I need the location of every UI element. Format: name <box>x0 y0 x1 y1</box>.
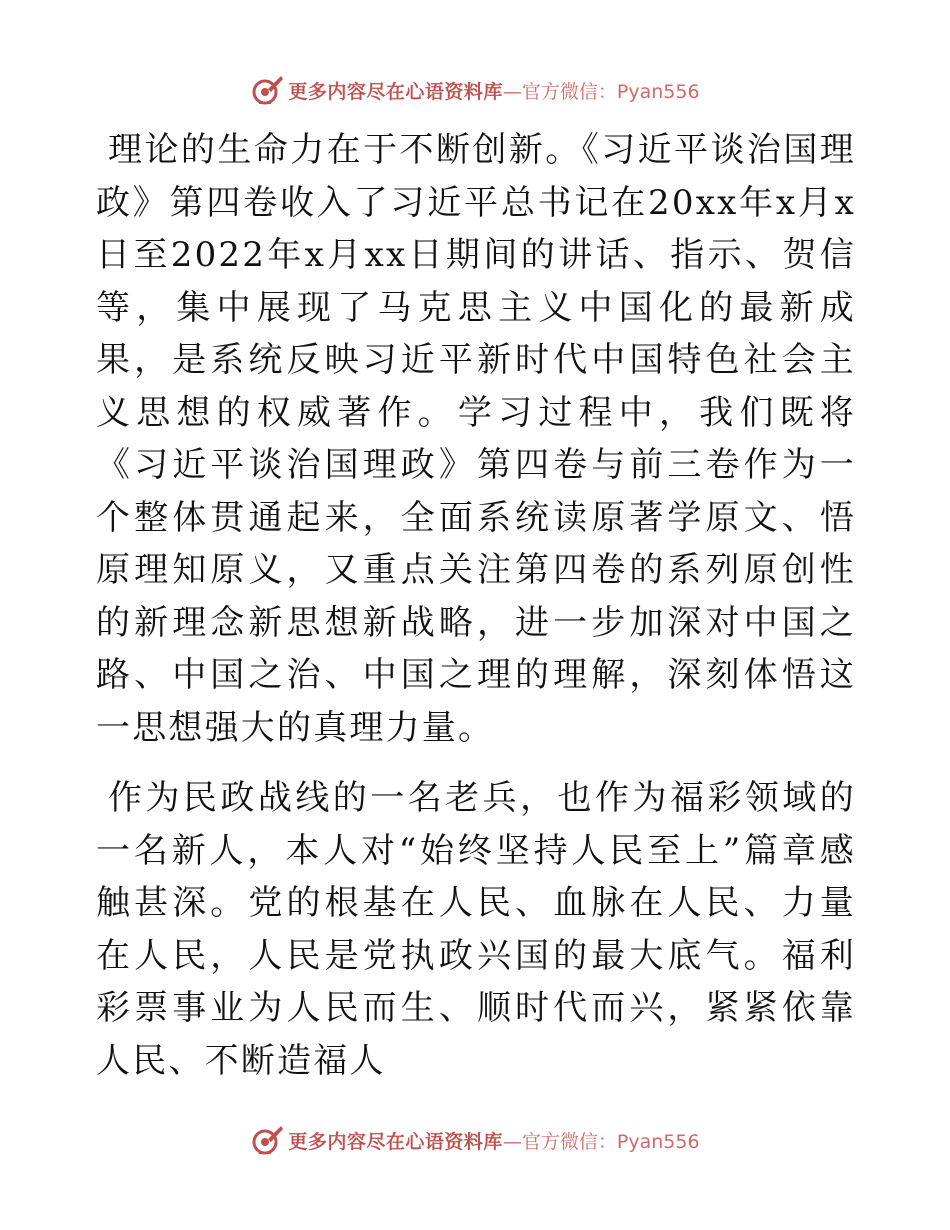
watermark-main-text: 更多内容尽在心语资料库 <box>288 1130 503 1153</box>
paragraph-1: 理论的生命力在于不断创新。《习近平谈治国理政》第四卷收入了习近平总书记在20xx年x月x日至2022年x月xx日期间的讲话、指示、贺信等，集中展现了马克思主义中国化的最新成果，是系统反映习近平新时代中国特色社会主义思想的权威著作。学习过程中，我们既将《习近平谈治国理政》第四卷与前三卷作为一个整体贯通起来，全面系统读原著学原文、悟原理知原义，又重点关注第四卷的系列原创性的新理念新思想新战略，进一步加深对中国之路、中国之治、中国之理的理解，深刻体悟这一思想强大的真理力量。 <box>96 130 856 748</box>
watermark-sub-text: —官方微信：Pyan556 <box>502 80 700 103</box>
header-watermark <box>0 70 950 110</box>
watermark-sub-text: —官方微信：Pyan556 <box>502 1130 700 1153</box>
watermark-main-text: 更多内容尽在心语资料库 <box>288 80 503 103</box>
footer-watermark <box>0 1120 950 1160</box>
quill-circle-icon <box>250 1123 284 1157</box>
document-body <box>96 124 856 1087</box>
quill-circle-icon <box>250 73 284 107</box>
paragraph-2: 作为民政战线的一名老兵，也作为福彩领域的一名新人，本人对“始终坚持人民至上”篇章感触甚深。党的根基在人民、血脉在人民、力量在人民，人民是党执政兴国的最大底气。福利彩票事业为人民而生、顺时代而兴，紧紧依靠人民、不断造福人 <box>96 778 856 1081</box>
